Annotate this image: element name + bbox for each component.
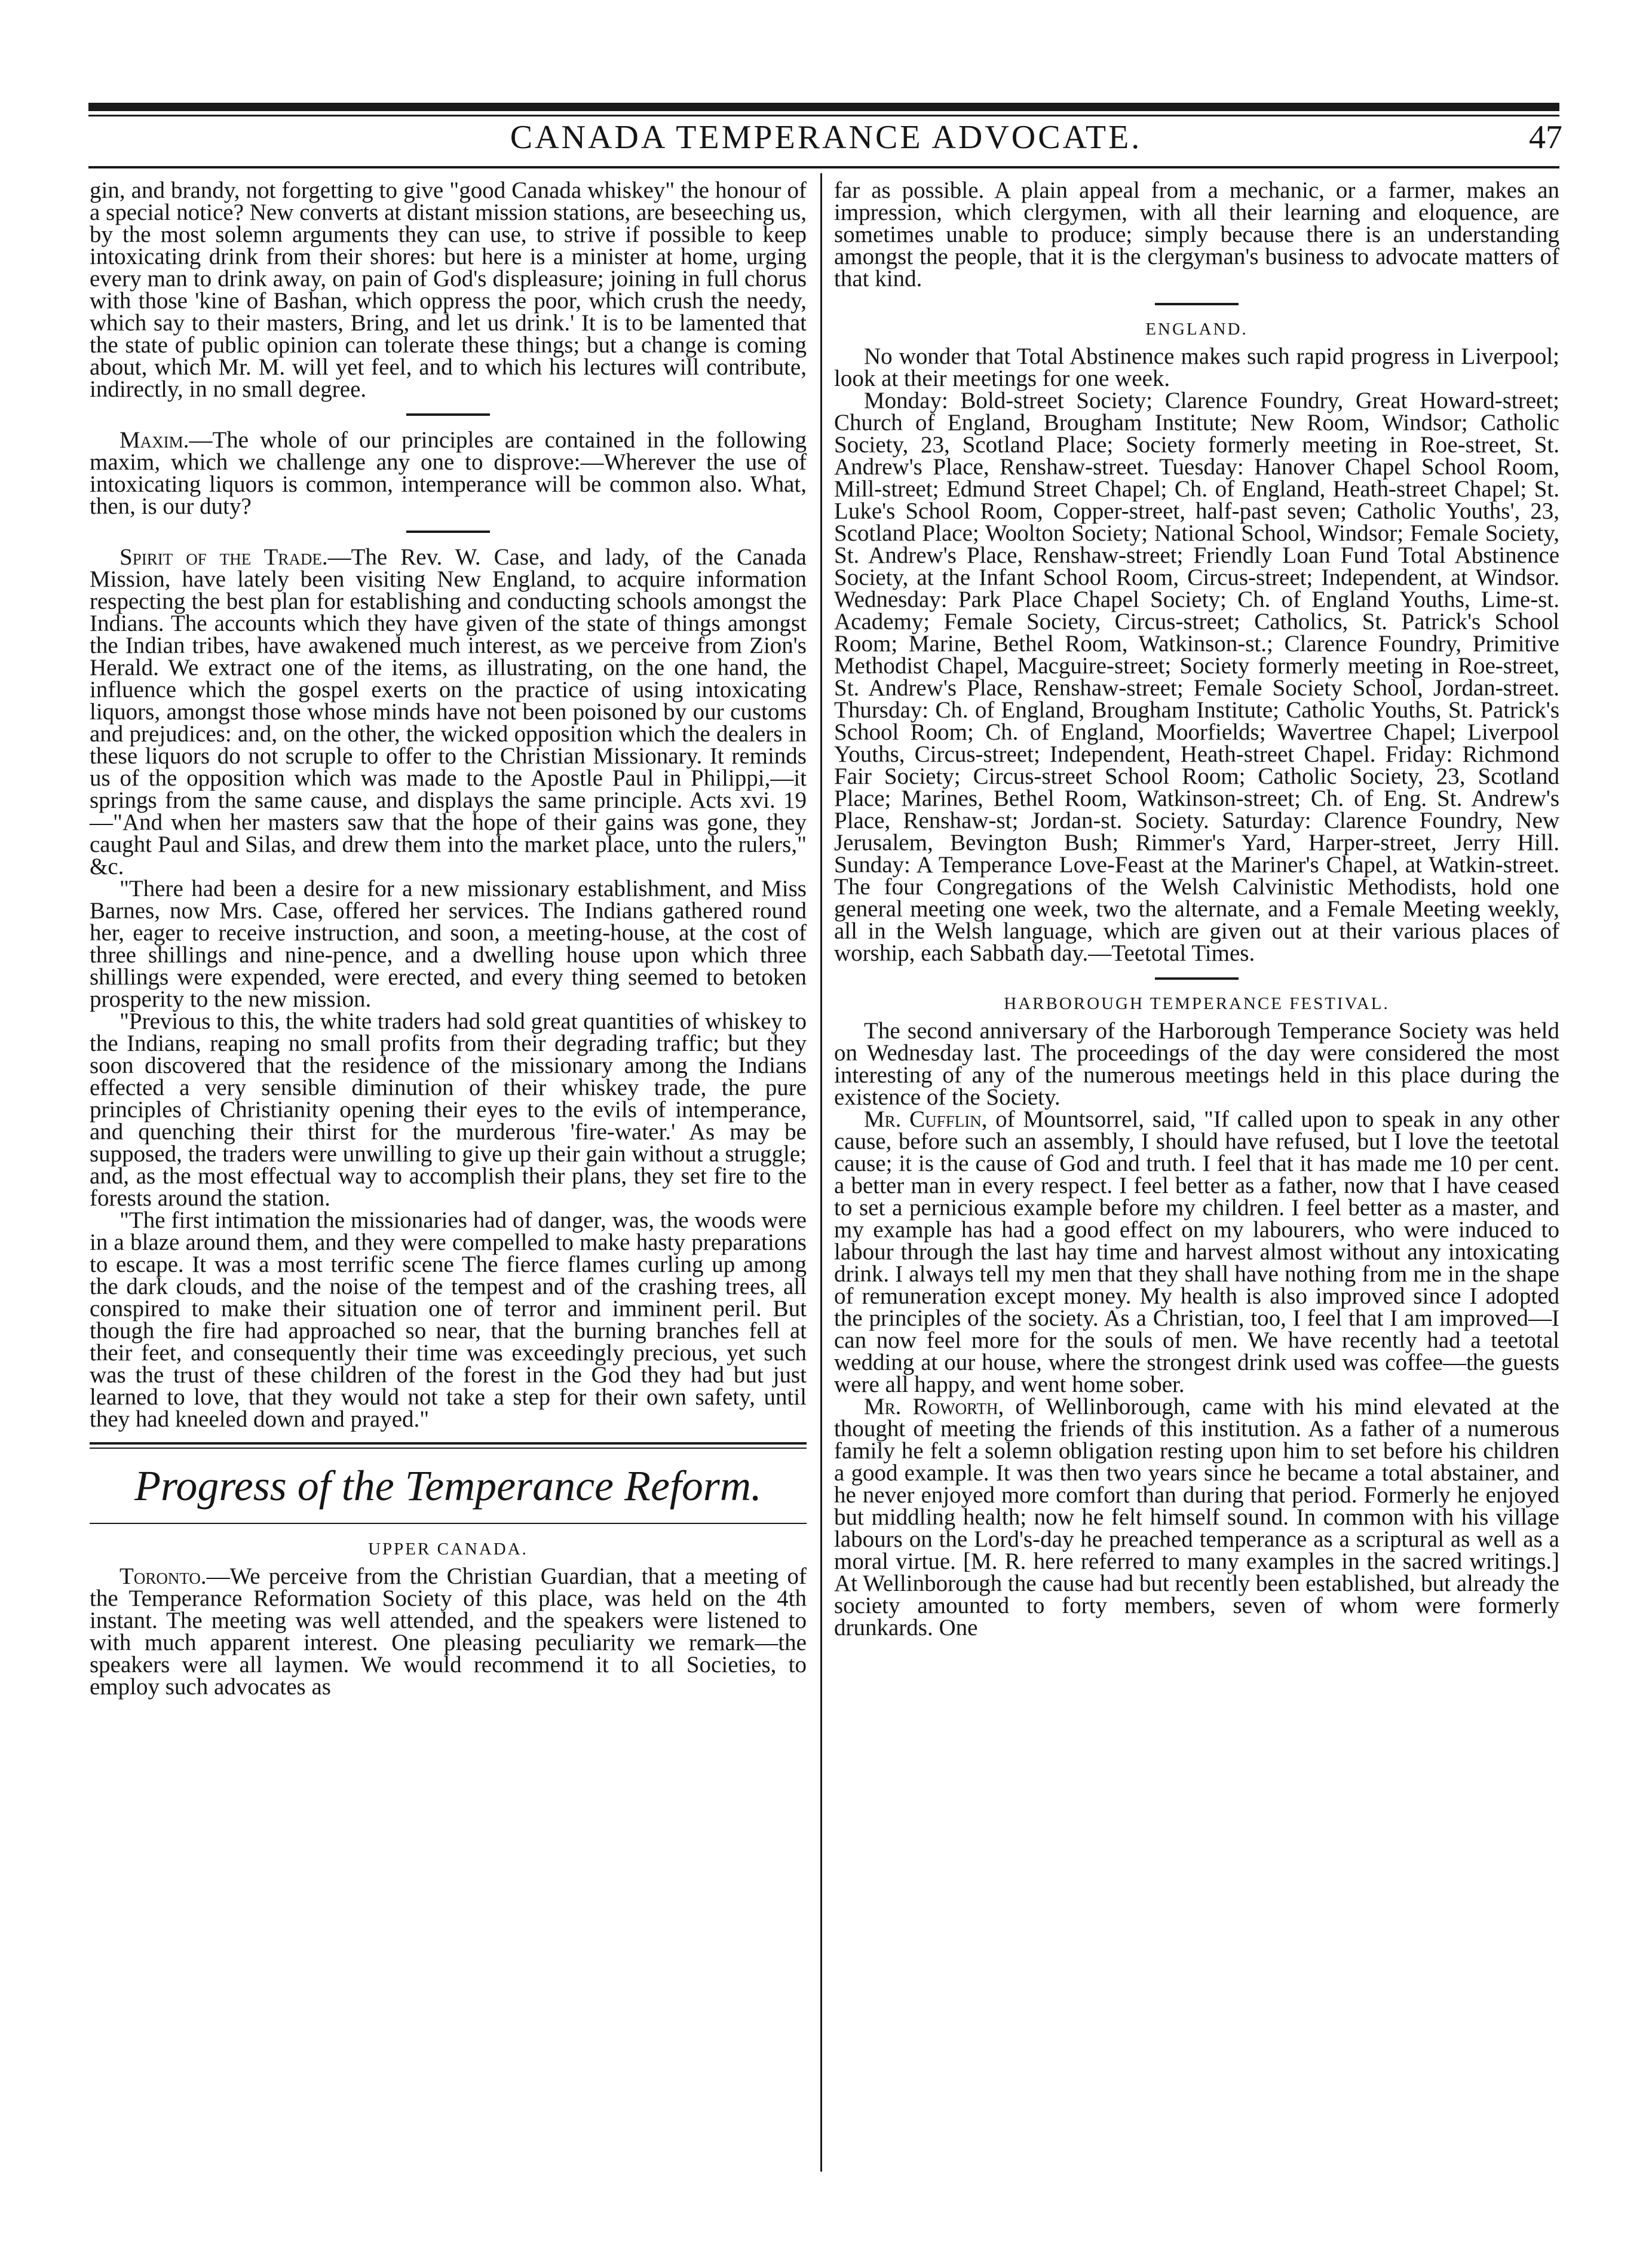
england-paragraph-2: Monday: Bold-street Society; Clarence Foundry, Great Howard-street; Church of England, Brougham Institute; New Room, Windsor; Catholic Society, 23, Scotland Place; Society formerly meeting in Roe-street, St. Andrew's Place, Renshaw-street. Tuesday: Hanover Chapel School Room, Mill-street; Edmund Street Chapel; Ch. of England, Heath-street Chapel; St. Luke's School Room, Copper-street, half-past seven; Catholic Youths', 23, Scotland Place; Woolton Society; National School, Windsor; Female Society, St. Andrew's Place, Renshaw-street; Friendly Loan Fund Total Abstinence Society, at the Infant School Room, Circus-street; Independent, at Windsor. Wednesday: Park Place Chapel Society; Ch. of England Youths, Lime-st. Academy; Female Society, Circus-street; Catholics, St. Patrick's School Room; Marine, Bethel Room, Watkinson-st.; Clarence Foundry, Primitive Methodist Chapel, Macguire-street; Society formerly meeting in Roe-street, St. Andrew's Place, Renshaw-street; Female Society School, Jordan-street. Thursday: Ch. of England, Brougham Institute; Catholic Youths, St. Patrick's School Room; Ch. of England, Moorfields; Wavertree Chapel; Liverpool Youths, Circus-street; Independent, Heath-street Chapel. Friday: Richmond Fair Society; Circus-street School Room; Catholic Society, 23, Scotland Place; Marines, Bethel Room, Watkinson-street; Ch. of Eng. St. Andrew's Place, Renshaw-st; Jordan-st. Society. Saturday: Clarence Foundry, New Jerusalem, Bevington Bush; Rimmer's Yard, Harper-street, Jerry Hill. Sunday: A Temperance Love-Feast at the Mariner's Chapel, at Watkin-street. The four Congregations of the Welsh Calvinistic Methodists, hold one general meeting one week, two the alternate, and a Female Meeting weekly, all in the Welsh language, which are given out at their various places of worship, each Sabbath day.—Teetotal Times. <box>834 388 1559 966</box>
section-separator <box>406 413 490 416</box>
maxim-label: Maxim. <box>119 427 189 453</box>
cufflin-paragraph <box>834 1108 1559 1396</box>
toronto-label: Toronto. <box>119 1563 207 1589</box>
cufflin-text: of Mountsorrel, said, "If called upon to speak in any other cause, before such an assembly, I should have refused, but I love the teetotal cause; it is the cause of God and truth. I feel that it has made me 10 per cent. a better man in every respect. I feel better as a father, now that I have ceased to set a pernicious example before my children. I feel better as a master, and my example has had a good effect on my labourers, who were induced to labour through the last hay time and harvest almost without any intoxicating drink. I always tell my men that they shall have nothing from me in the shape of remuneration except money. My health is also improved since I adopted the principles of the society. As a Christian, too, I feel that I am improved—I can now feel more for the souls of men. We have recently had a teetotal wedding at our house, where the strongest drink used was coffee—the guests were all happy, and went home sober. <box>834 1106 1560 1397</box>
left-column <box>90 179 807 1698</box>
quote-paragraph-1: "There had been a desire for a new missionary establishment, and Miss Barnes, now Mrs. Case, offered her services. The Indians gathered round her, eager to receive instruction, and soon, a meeting-house, at the cost of three shillings and nine-pence, and a dwelling house upon which three shillings were expended, were erected, and every thing seemed to betoken prosperity to the new mission. <box>90 876 807 1012</box>
top-border-rule-thin <box>88 115 1559 116</box>
spirit-text: —The Rev. W. Case, and lady, of the Canada Mission, have lately been visiting New England, to acquire information respecting the best plan for establishing and conducting schools amongst the Indians. The accounts which they have given of the state of things amongst the Indian tribes, have awakened much interest, as we perceive from Zion's Herald. We extract one of the items, as illustrating, on the one hand, the influence which the gospel exerts on the practice of using intoxicating liquors, amongst those whose minds have not been poisoned by our customs and prejudices: and, on the other, the wicked opposition which the dealers in these liquors do not scruple to offer to the Christian Missionary. It reminds us of the opposition which was made to the Apostle Paul in Philippi,—it springs from the same cause, and displays the same principle. Acts xvi. 19—"And when her masters saw that the hope of their gains was gone, they caught Paul and Silas, and drew them into the market place, unto the rulers," &c. <box>90 544 807 879</box>
right-column <box>834 179 1559 1639</box>
maxim-text: —The whole of our principles are contained in the following maxim, which we challenge any one to disprove:—Wherever the use of intoxicating liquors is common, intemperance will be common also. What, then, is our duty? <box>90 427 807 519</box>
roworth-label: Mr. Roworth, <box>864 1394 1004 1419</box>
toronto-text: —We perceive from the Christian Guardian, that a meeting of the Temperance Reformation Society of this place, was held on the 4th instant. The meeting was well attended, and the speakers were listened to with much apparent interest. One pleasing peculiarity we remark—the speakers were all laymen. We would recommend it to all Societies, to employ such advocates as <box>90 1563 807 1700</box>
page-number: 47 <box>1529 119 1562 156</box>
maxim-paragraph <box>90 429 807 517</box>
section-separator <box>1155 977 1239 980</box>
section-separator <box>406 531 490 533</box>
spirit-paragraph <box>90 546 807 878</box>
header-rule <box>88 166 1559 168</box>
left-intro-paragraph: gin, and brandy, not forgetting to give "good Canada whiskey" the honour of a special notice? New converts at distant mission stations, are beseeching us, by the most solemn arguments they can use, to strive if possible to keep intoxicating drink from their shores: but here is a minister at home, urging every man to drink away, on pain of God's displeasure; joining in full chorus with those 'kine of Bashan, which oppress the poor, which crush the needy, which say to their masters, Bring, and let us drink.' It is to be lamented that the state of public opinion can tolerate these things; but a change is coming about, which Mr. M. will yet feel, and to which his lectures will contribute, indirectly, in no small degree. <box>90 177 807 402</box>
england-heading: ENGLAND. <box>1145 320 1248 339</box>
upper-canada-heading: UPPER CANADA. <box>368 1540 528 1559</box>
top-border-rule <box>88 103 1559 111</box>
section-separator <box>1155 303 1239 305</box>
page-header-title: CANADA TEMPERANCE ADVOCATE. <box>510 119 1142 156</box>
progress-heading: Progress of the Temperance Reform. <box>134 1462 762 1510</box>
spirit-label: Spirit of the Trade. <box>119 544 328 570</box>
right-intro-paragraph: far as possible. A plain appeal from a mechanic, or a farmer, makes an impression, which clergymen, with all their learning and eloquence, are sometimes unable to produce; simply because there is an understanding amongst the people, that it is the clergyman's business to advocate matters of that kind. <box>834 177 1559 292</box>
roworth-text: of Wellinborough, came with his mind elevated at the thought of meeting the friends of this institution. As a father of a numerous family he felt a solemn obligation resting upon him to set before his children a good example. It was then two years since he became a total abstainer, and he never enjoyed more comfort than during that period. Formerly he enjoyed but middling health; now he felt himself sound. In common with his village labours on the Lord's-day he preached temperance as a scriptural as well as a moral virtue. [M. R. here referred to many examples in the sacred writings.] At Wellinborough the cause had but recently been established, but already the society amounted to forty members, seven of whom were formerly drunkards. One <box>834 1394 1559 1640</box>
double-rule <box>90 1442 807 1449</box>
harborough-heading: HARBOROUGH TEMPERANCE FESTIVAL. <box>1004 994 1390 1013</box>
roworth-paragraph <box>834 1396 1559 1639</box>
harborough-paragraph-1: The second anniversary of the Harborough Temperance Society was held on Wednesday last. The proceedings of the day were considered the most interesting of any of the numerous meetings held in this place during the existence of the Society. <box>834 1018 1559 1110</box>
cufflin-label: Mr. Cufflin, <box>864 1106 988 1132</box>
column-divider <box>820 173 822 2172</box>
england-paragraph-1: No wonder that Total Abstinence makes such rapid progress in Liverpool; look at their meetings for one week. <box>834 344 1559 391</box>
quote-paragraph-2: "Previous to this, the white traders had sold great quantities of whiskey to the Indians, reaping no small profits from their degrading traffic; but they soon discovered that the residence of the missionary among the Indians effected a very sensible diminution of their whiskey trade, the pure principles of Christianity opening their eyes to the evils of intemperance, and quenching their thirst for the murderous 'fire-water.' As may be supposed, the traders were unwilling to give up their gain without a struggle; and, as the most effectual way to accomplish their plans, they set fire to the forests around the station. <box>90 1008 807 1211</box>
quote-paragraph-3: "The first intimation the missionaries had of danger, was, the woods were in a blaze around them, and they were compelled to make hasty preparations to escape. It was a most terrific scene The fierce flames curling up among the dark clouds, and the noise of the tempest and of the crashing trees, all conspired to make their situation one of terror and imminent peril. But though the fire had approached so near, that the burning branches fell at their feet, and consequently their time was exceedingly precious, yet such was the trust of these children of the forest in the God they had but just learned to love, that they would not take a step for their own safety, until they had kneeled down and prayed." <box>90 1207 807 1432</box>
toronto-paragraph <box>90 1565 807 1698</box>
thin-rule <box>90 1523 807 1524</box>
